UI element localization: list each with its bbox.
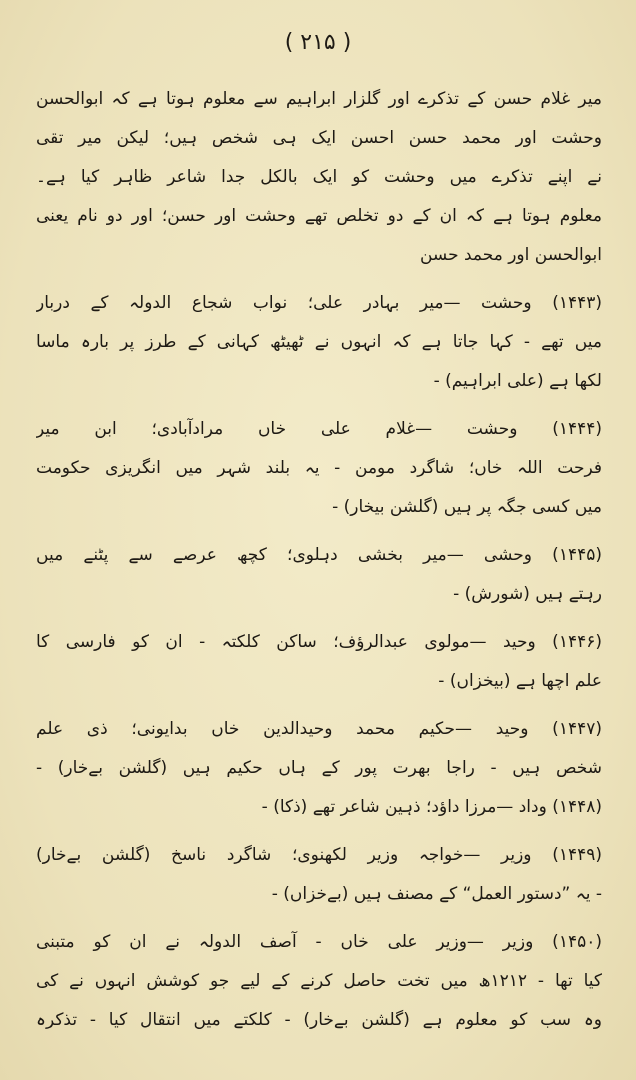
text-line: لکھا ہے (علی ابراہیم) - xyxy=(433,371,602,391)
text-line: (۱۴۴۳) وحشت —میر بہادر علی؛ نواب شجاع الدولہ کے دربار xyxy=(36,293,602,313)
text-line: معلوم ہوتا ہے کہ ان کے دو تخلص تھے وحشت اور حسن؛ اور دو نام یعنی xyxy=(36,206,602,226)
text-line: وہ سب کو معلوم ہے (گلشن بےخار) - کلکتے میں انتقال کیا - تذکرہ xyxy=(36,1010,602,1030)
text-line: میں تھے - کہا جاتا ہے کہ انہوں نے ٹھیٹھ کہانی کے طرز پر بارہ ماسا xyxy=(36,332,602,352)
body-text xyxy=(36,80,602,1040)
text-line: (۱۴۴۷) وحید —حکیم محمد وحیدالدین خاں بدایونی؛ ذی علم xyxy=(36,719,602,739)
text-line: وحشت اور محمد حسن احسن ایک ہی شخص ہیں؛ لیکن میر تقی xyxy=(36,128,602,148)
page-number: ( ۲۱۵ ) xyxy=(284,30,352,55)
text-line: (۱۴۴۴) وحشت —غلام علی خاں مرادآبادی؛ ابن میر xyxy=(36,419,602,439)
text-line: رہتے ہیں (شورش) - xyxy=(453,584,602,604)
text-line: (۱۴۴۵) وحشی —میر بخشی دہلوی؛ کچھ عرصے سے پٹنے میں xyxy=(36,545,602,565)
text-line: (۱۴۴۸) وداد —مرزا داؤد؛ ذہین شاعر تھے (ذکا) - xyxy=(261,797,602,817)
text-line: میر غلام حسن کے تذکرے اور گلزار ابراہیم سے معلوم ہوتا ہے کہ ابوالحسن xyxy=(36,89,602,109)
text-line: (۱۴۵۰) وزیر —وزیر علی خاں - آصف الدولہ نے ان کو متبنی xyxy=(36,932,602,952)
text-line: علم اچھا ہے (بیخزاں) - xyxy=(438,671,602,691)
text-line: - یہ ”دستور العمل“ کے مصنف ہیں (بےخزاں) - xyxy=(271,884,602,904)
text-line: ابوالحسن اور محمد حسن xyxy=(419,245,602,265)
text-line: میں کسی جگہ پر ہیں (گلشن بیخار) - xyxy=(332,497,602,517)
text-line: فرحت اللہ خاں؛ شاگرد مومن - یہ بلند شہر میں انگریزی حکومت xyxy=(36,458,602,478)
text-line: (۱۴۴۹) وزیر —خواجہ وزیر لکھنوی؛ شاگرد ناسخ (گلشن بےخار) xyxy=(36,845,602,865)
text-line: شخص ہیں - راجا بھرت پور کے ہاں حکیم ہیں (گلشن بےخار) - xyxy=(36,758,602,778)
text-line: (۱۴۴۶) وحید —مولوی عبدالرؤف؛ ساکن کلکتہ - ان کو فارسی کا xyxy=(36,632,602,652)
text-line: نے اپنے تذکرے میں وحشت کو ایک بالکل جدا شاعر ظاہر کیا ہے۔ xyxy=(36,167,602,187)
text-line: کیا تھا - ۱۲۱۲ھ میں تخت حاصل کرنے کے لیے جو کوشش انہوں نے کی xyxy=(36,971,602,991)
